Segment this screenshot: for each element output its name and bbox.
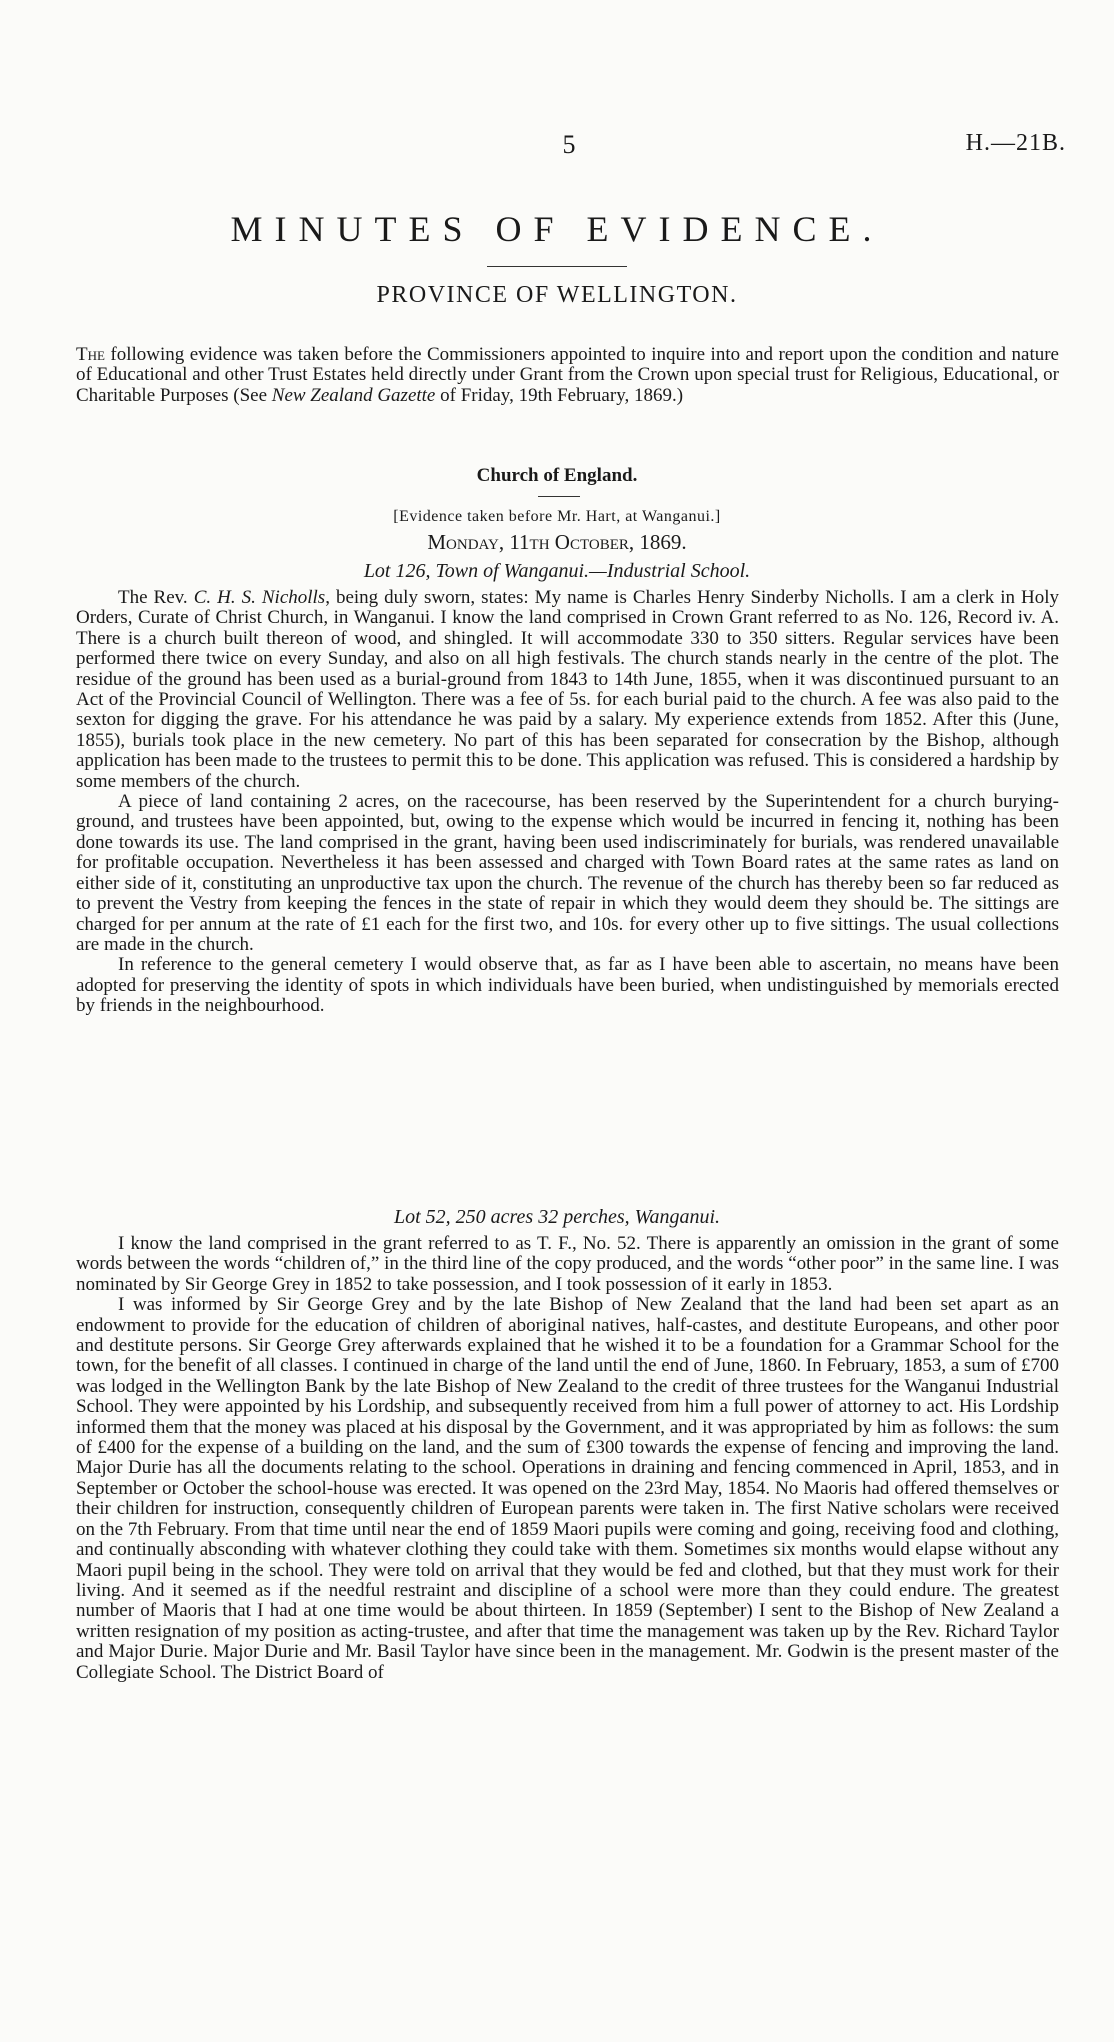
province-subtitle: PROVINCE OF WELLINGTON. [376,282,738,308]
lot-126-paragraph-3: In reference to the general cemetery I would observe that, as far as I have been able to ascertain, no means have been adopted for preserving the identity of spots in which individuals have been buried, when undistinguished by memorials erected by friends in the neighbourhood. [76,954,1059,1017]
lot-52-heading: Lot 52, 250 acres 32 perches, Wanganui. [393,1206,721,1228]
lot-52-body [76,1234,1059,1683]
title-divider [487,266,627,267]
gazette-name: New Zealand Gazette [271,384,436,406]
lot-52-paragraph-1: I know the land comprised in the grant referred to as T. F., No. 52. There is apparently an omission in the grant of some words between the words “children of,” in the third line of the copy produced, and the words “other poor” in the same line. I was nominated by Sir George Grey in 1852 to take possession, and I took possession of it early in 1853. [76,1233,1059,1295]
lot-126-body [76,588,1059,1017]
intro-first-word: The [76,344,105,365]
intro-text-2: of Friday, 19th February, 1869.) [435,384,684,406]
section-heading: Church of England. [476,465,638,486]
intro-paragraph [76,345,1059,406]
lot-52-paragraph-2: I was informed by Sir George Grey and by the late Bishop of New Zealand that the land had been set apart as an endowment to provide for the education of children of aboriginal natives, half-castes, and destitute Europeans, and other poor and destitute persons. Sir George Grey afterwards explained that he wished it to be a foundation for a Grammar School for the town, for the benefit of all classes. I continued in charge of the land until the end of June, 1860. In February, 1853, a sum of £700 was lodged in the Wellington Bank by the late Bishop of New Zealand to the credit of three trustees for the Wanganui Industrial School. They were appointed by his Lordship, and subsequently received from him a full power of attorney to act. His Lordship informed them that the money was placed at his disposal by the Government, and it was appropriated by him as follows: the sum of £400 for the expense of a building on the land, and the sum of £300 towards the expense of fencing and improving the land. Major Durie has all the documents relating to the school. Operations in draining and fencing commenced in April, 1853, and in September or October the school-house was erected. It was opened on the 23rd May, 1854. No Maoris had offered themselves or their children for instruction, consequently children of European parents were taken in. The first Native scholars were received on the 7th February. From that time until near the end of 1859 Maori pupils were coming and going, receiving food and clothing, and continually absconding with whatever clothing they could take with them. Sometimes six months would elapse without any Maori pupil being in the school. They were told on arrival that they would be fed and clothed, but that they must work for their living. And it seemed as if the needful restraint and discipline of a school were more than they could endure. The greatest number of Maoris that I had at one time would be about thirteen. In 1859 (September) I sent to the Bishop of New Zealand a written resignation of my position as acting-trustee, and after that time the management was taken up by the Rev. Richard Taylor and Major Durie. Major Durie and Mr. Basil Taylor have since been in the management. Mr. Godwin is the present master of the Collegiate School. The District Board of [76,1294,1060,1683]
lot-126-heading: Lot 126, Town of Wanganui.—Industrial School. [363,560,751,582]
document-reference: H.—21B. [965,130,1066,156]
section-divider [538,496,580,497]
evidence-date-text: Monday, 11th October, 1869. [427,530,687,554]
page-header [72,130,1066,164]
evidence-note: [Evidence taken before Mr. Hart, at Wanganui.] [393,508,721,525]
lot-126-paragraph-2: A piece of land containing 2 acres, on the racecourse, has been reserved by the Superintendent for a church burying-ground, and trustees have been appointed, but, owing to the expense which would be incurred in fencing it, nothing has been done towards its use. The land comprised in the grant, having been used indiscriminately for burials, was rendered unavailable for profitable occupation. Nevertheless it has been assessed and charged with Town Board rates at the same rates as land on either side of it, constituting an unproductive tax upon the church. The revenue of the church has thereby been so far reduced as to prevent the Vestry from keeping the fences in the state of repair in which they would deem they should be. The sittings are charged for per annum at the rate of £1 each for the first two, and 10s. for every other up to five sittings. The usual collections are made in the church. [76,791,1059,955]
main-title: MINUTES OF EVIDENCE. [230,209,884,249]
p1-rest: , being duly sworn, states: My name is Charles Henry Sinderby Nicholls. I am a clerk in Holy Orders, Curate of Christ Church, in Wanganui. I know the land comprised in Crown Grant referred to as No. 126, Record iv. A. There is a church built thereon of wood, and shingled. It will accommodate 330 to 350 sitters. Regular services have been performed there twice on every Sunday, and also on all high festivals. The church stands nearly in the centre of the plot. The residue of the ground has been used as a burial-ground from 1843 to 14th June, 1855, when it was discontinued pursuant to an Act of the Provincial Council of Wellington. There was a fee of 5s. for each burial paid to the church. A fee was also paid to the sexton for digging the grave. For his attendance he was paid by a salary. My experience extends from 1852. After this (June, 1855), burials took place in the new cemetery. No part of this has been separated for consecration by the Bishop, although application has been made to the trustees to permit this to be done. This application was refused. This is considered a hardship by some members of the church. [76,587,1059,792]
lot-126-paragraph-1 [76,588,1059,792]
witness-name: C. H. S. Nicholls [193,587,326,608]
intro-text-1: following evidence was taken before the Commissioners appointed to inquire into and report upon the condition and nature of Educational and other Trust Estates held directly under Grant from the Crown upon special trust for Religious, Educational, or Charitable Purposes (See [76,344,1059,406]
evidence-date [0,530,1114,555]
page-number: 5 [562,130,576,159]
p1-start: The Rev. [118,587,194,608]
